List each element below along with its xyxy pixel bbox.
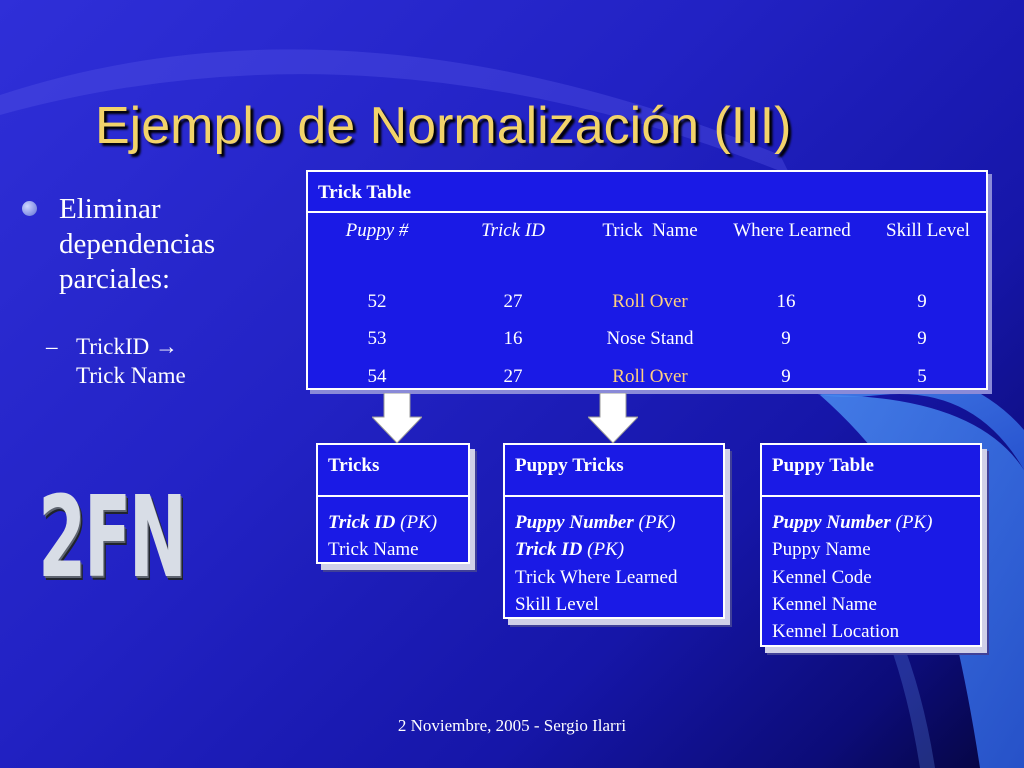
table-header-cell: Puppy # — [345, 220, 409, 241]
entity-field — [515, 509, 678, 536]
entity-field — [328, 509, 437, 536]
table-header-cell: Trick ID — [481, 220, 545, 241]
normal-form-label: 2FN — [38, 473, 185, 603]
entity-field — [772, 509, 932, 536]
bullet-dot-icon — [22, 201, 37, 216]
entity-title: Puppy Table — [772, 455, 874, 476]
field-name: Kennel Location — [772, 621, 900, 643]
entity-puppy-table — [760, 443, 982, 647]
field-name: Trick Where Learned — [515, 566, 678, 588]
entity-field — [515, 536, 678, 563]
down-arrow-icon — [588, 393, 638, 445]
table-cell: Nose Stand — [606, 328, 694, 349]
field-name: Skill Level — [515, 593, 599, 615]
entity-field — [772, 618, 932, 645]
entity-field — [772, 564, 932, 591]
entity-field — [515, 591, 678, 618]
entity-divider — [762, 495, 980, 497]
table-cell: 9 — [917, 328, 927, 349]
table-header-cell: Where Learned — [733, 220, 851, 241]
entity-field — [772, 591, 932, 618]
field-pk: (PK) — [633, 512, 676, 533]
field-name: Kennel Code — [772, 566, 872, 588]
entity-field — [328, 536, 437, 563]
table-cell: 52 — [367, 291, 387, 312]
sub-bullet-text — [76, 332, 276, 390]
entity-fields — [515, 509, 678, 618]
slide-title: Ejemplo de Normalización (III) — [95, 97, 792, 155]
field-name: Puppy Number — [515, 512, 634, 533]
entity-title: Puppy Tricks — [515, 455, 624, 476]
table-header-cell: Trick Name — [602, 220, 698, 241]
down-arrow-icon — [372, 393, 422, 445]
entity-divider — [318, 495, 468, 497]
sub-bullet-line-2: Trick Name — [76, 363, 186, 388]
table-header-cell: Skill Level — [886, 220, 970, 241]
field-name: Trick Name — [328, 539, 419, 561]
bullet-text: Eliminar dependencias parciales: — [59, 193, 216, 295]
field-pk: (PK) — [582, 539, 625, 561]
field-name: Puppy Number — [772, 512, 891, 533]
trick-table-divider — [308, 211, 986, 213]
table-cell: Roll Over — [612, 366, 688, 387]
entity-fields — [328, 509, 437, 564]
table-cell: 53 — [367, 328, 387, 349]
entity-divider — [505, 495, 723, 497]
entity-tricks — [316, 443, 470, 564]
entity-title: Tricks — [328, 455, 380, 476]
entity-field — [772, 536, 932, 563]
table-cell: 54 — [367, 366, 387, 387]
trick-table-title: Trick Table — [318, 182, 412, 203]
entity-puppy-tricks — [503, 443, 725, 619]
footer-text: 2 Noviembre, 2005 - Sergio Ilarri — [397, 716, 627, 735]
sub-bullet-dash: – — [46, 334, 58, 359]
sub-bullet-line-1: TrickID → — [76, 334, 179, 359]
field-name: Trick ID — [515, 539, 583, 561]
table-cell: 9 — [781, 366, 791, 387]
field-name: Trick ID — [328, 512, 396, 533]
table-cell: 16 — [503, 328, 523, 349]
entity-fields — [772, 509, 932, 645]
table-cell: 27 — [503, 291, 523, 312]
table-cell: Roll Over — [612, 291, 688, 312]
table-cell: 9 — [781, 328, 791, 349]
table-cell: 27 — [503, 366, 523, 387]
table-cell: 5 — [917, 366, 927, 387]
entity-field — [515, 564, 678, 591]
table-cell: 9 — [917, 291, 927, 312]
field-pk: (PK) — [395, 512, 438, 533]
field-pk: (PK) — [890, 512, 933, 533]
field-name: Puppy Name — [772, 539, 871, 561]
trick-table — [306, 170, 988, 390]
table-cell: 16 — [776, 291, 796, 312]
field-name: Kennel Name — [772, 593, 877, 615]
